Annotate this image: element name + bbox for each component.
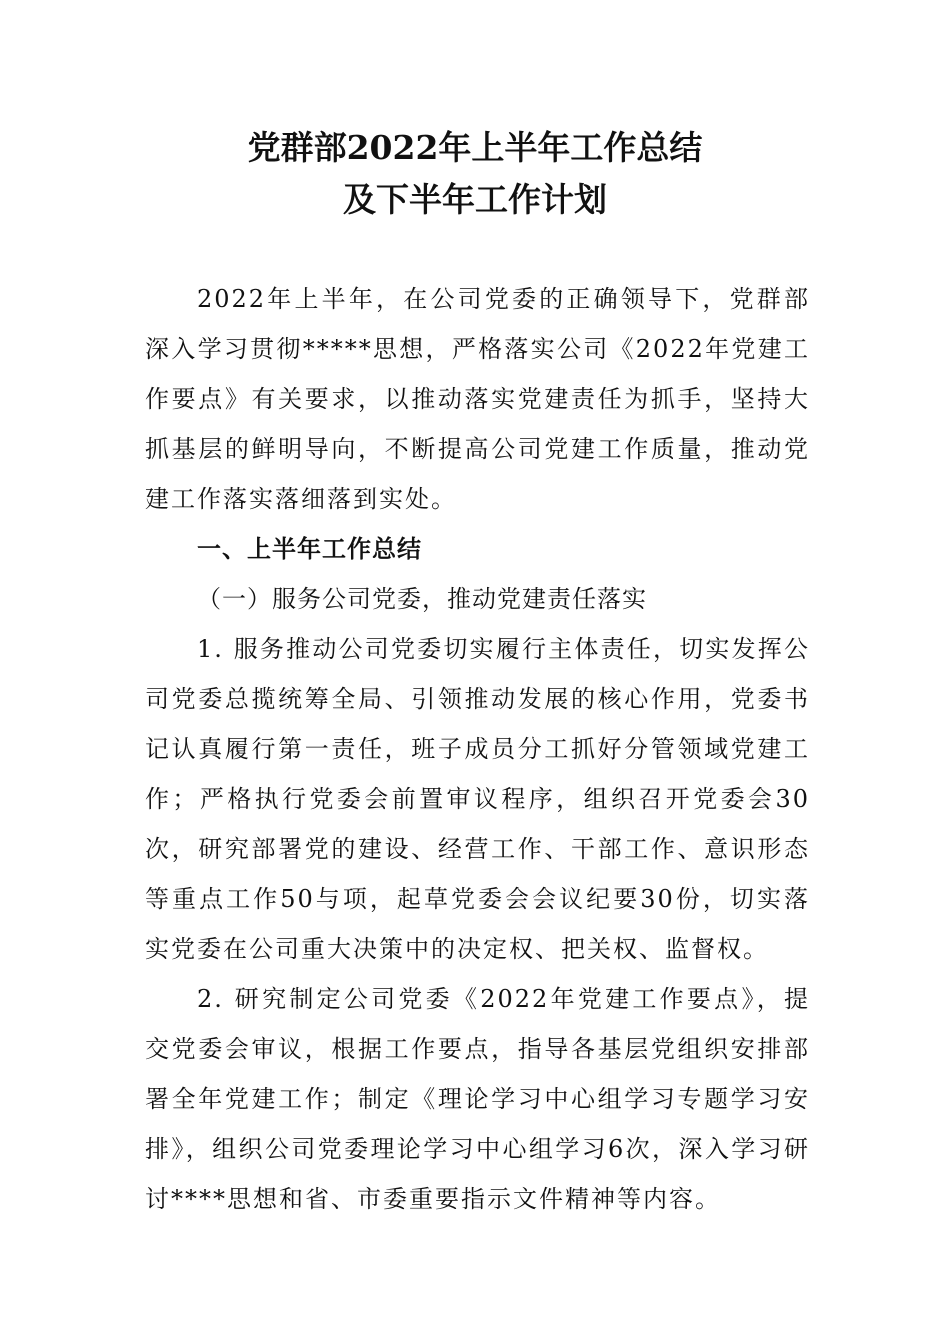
document-title-line2: 及下半年工作计划 [343,180,607,219]
document-body [145,274,810,1224]
item-paragraph-1: 1. 服务推动公司党委切实履行主体责任，切实发挥公司党委总揽统筹全局、引领推动发展的核心作用，党委书记认真履行第一责任，班子成员分工抓好分管领域党建工作；严格执行党委会前置审议程序，组织召开党委会30次，研究部署党的建设、经营工作、干部工作、意识形态等重点工作50与项，起草党委会会议纪要30份，切实落实党委在公司重大决策中的决定权、把关权、监督权。 [145,635,810,963]
document-title-line1: 党群部2022年上半年工作总结 [247,128,703,167]
section-heading-1: 一、上半年工作总结 [197,535,422,563]
intro-paragraph: 2022年上半年，在公司党委的正确领导下，党群部深入学习贯彻*****思想，严格落实公司《2022年党建工作要点》有关要求，以推动落实党建责任为抓手，坚持大抓基层的鲜明导向，不断提高公司党建工作质量，推动党建工作落实落细落到实处。 [145,285,810,513]
subsection-heading-1: （一）服务公司党委，推动党建责任落实 [197,585,647,613]
item-paragraph-2: 2. 研究制定公司党委《2022年党建工作要点》，提交党委会审议，根据工作要点，指导各基层党组织安排部署全年党建工作；制定《理论学习中心组学习专题学习安排》，组织公司党委理论学习中心组学习6次，深入学习研讨****思想和省、市委重要指示文件精神等内容。 [145,985,810,1213]
